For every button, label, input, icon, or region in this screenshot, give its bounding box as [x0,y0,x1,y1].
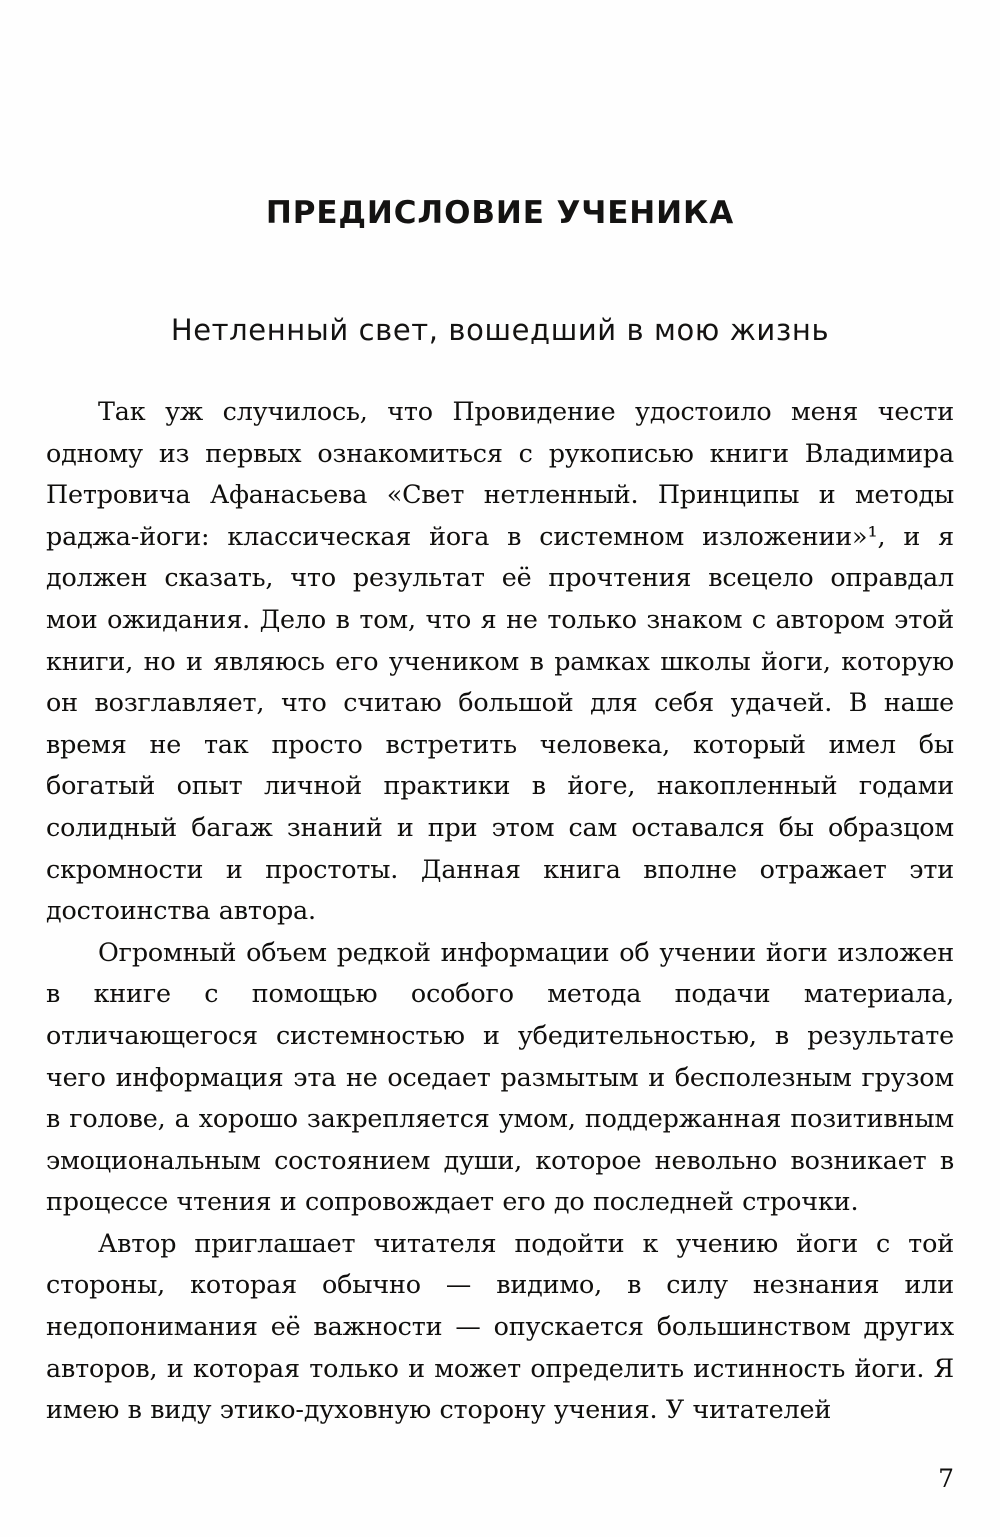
chapter-title: ПРЕДИСЛОВИЕ УЧЕНИКА [265,195,735,231]
body-text [46,347,954,1431]
paragraph: Огромный объем редкой информации об учении йоги изложен в книге с помощью особого метода подачи материала, отличающегося системностью и убедительностью, в результате чего информация эта не оседает размытым и бесполезным грузом в голове, а хорошо закрепляется умом, поддержанная позитивным эмоциональным состоянием души, которое невольно возникает в процессе чтения и сопровождает его до последней строчки. [46,936,954,1217]
paragraph: Автор приглашает читателя подойти к учению йоги с той стороны, которая обычно — видимо, в силу незнания или недопонимания её важности — опускается большинством других авторов, и которая только и может определить истинность йоги. Я имею в виду этико-духовную сторону учения. У читателей [46,1227,954,1425]
page-content [46,0,954,1537]
section-subtitle: Нетленный свет, вошедший в мою жизнь [170,313,830,347]
page-number: 7 [938,1464,954,1493]
paragraph: Так уж случилось, что Провидение удостоило меня чести одному из первых ознакомиться с рукописью книги Владимира Петровича Афанасьева «Свет нетленный. Принципы и методы раджа-йоги: классическая йога в системном изложении»¹, и я должен сказать, что результат её прочтения всецело оправдал мои ожидания. Дело в том, что я не только знаком с автором этой книги, но и являюсь его учеником в рамках школы йоги, которую он возглавляет, что считаю большой для себя удачей. В наше время не так просто встретить человека, который имел бы богатый опыт личной практики в йоге, накопленный годами солидный багаж знаний и при этом сам оставался бы образцом скромности и простоты. Данная книга вполне отражает эти достоинства автора. [46,396,954,926]
